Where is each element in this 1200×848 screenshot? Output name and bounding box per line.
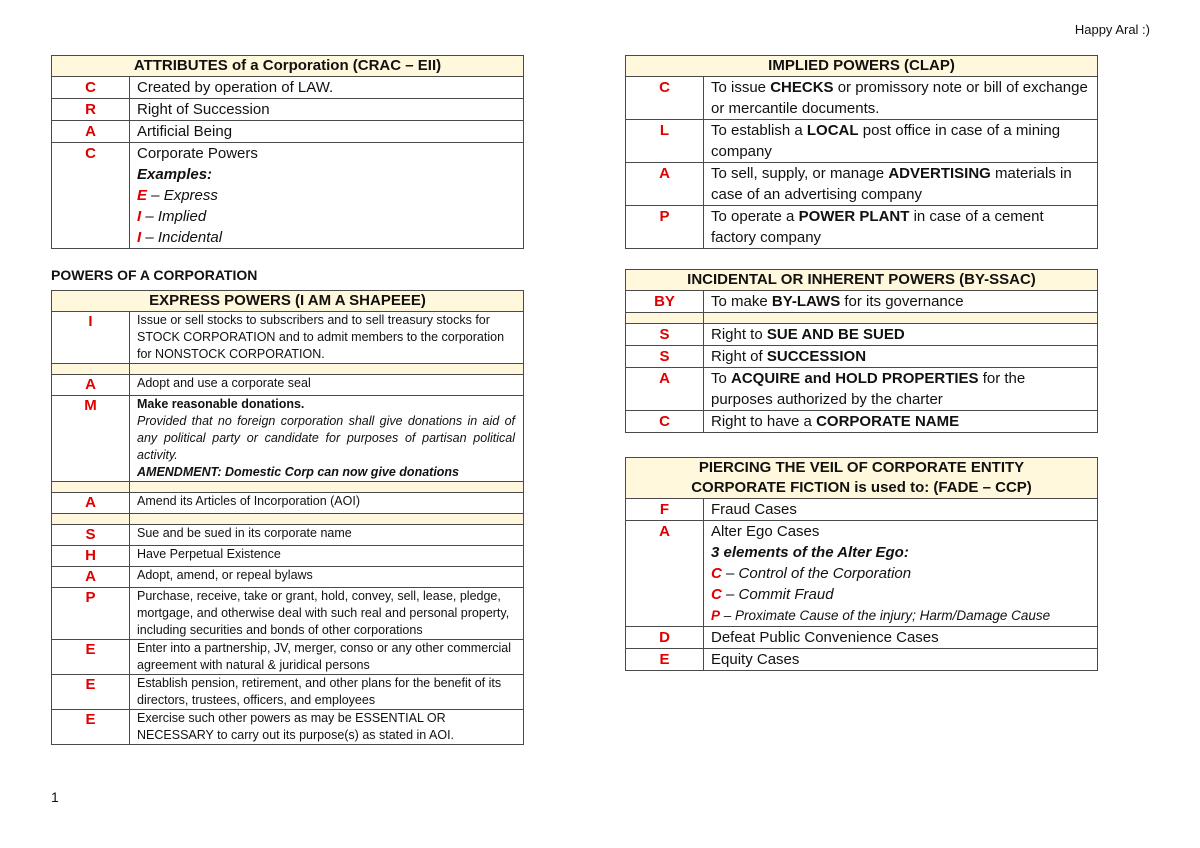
row-letter: E <box>52 640 130 675</box>
table-row <box>52 675 524 710</box>
row-text: Equity Cases <box>704 649 1098 671</box>
row-text: Exercise such other powers as may be ESSENTIAL OR NECESSARY to carry out its purpose(s) as stated in AOI. <box>130 710 524 745</box>
row-letter: A <box>626 521 704 627</box>
row-letter: C <box>52 77 130 99</box>
implied-powers-table <box>625 55 1098 249</box>
table-row <box>52 77 524 99</box>
row-text: Defeat Public Convenience Cases <box>704 627 1098 649</box>
spacer-row <box>52 482 524 493</box>
row-text: To ACQUIRE and HOLD PROPERTIES for the purposes authorized by the charter <box>704 368 1098 411</box>
row-text: To operate a POWER PLANT in case of a cement factory company <box>704 206 1098 249</box>
row-letter: D <box>626 627 704 649</box>
row-text: Corporate Powers <box>137 145 258 162</box>
table-row <box>626 499 1098 521</box>
alter-ego-label: 3 elements of the Alter Ego: <box>711 544 909 561</box>
express-powers-table <box>51 290 524 745</box>
piercing-title-line2: CORPORATE FICTION is used to: (FADE – CCP) <box>691 479 1032 496</box>
alter-ego-item: C – Commit Fraud <box>711 586 834 603</box>
table-row <box>52 375 524 396</box>
table-row <box>52 546 524 567</box>
example-item: I – Incidental <box>137 229 223 246</box>
incidental-title: INCIDENTAL OR INHERENT POWERS (BY-SSAC) <box>626 270 1098 291</box>
row-letter: A <box>626 163 704 206</box>
row-text: Purchase, receive, take or grant, hold, convey, sell, lease, pledge, mortgage, and otherwise deal with such real and personal property, including securities and bonds of other corporations <box>130 588 524 640</box>
row-letter: C <box>52 143 130 249</box>
row-text: Adopt, amend, or repeal bylaws <box>130 567 524 588</box>
table-row <box>626 324 1098 346</box>
table-row <box>626 627 1098 649</box>
alter-ego-item: P – Proximate Cause of the injury; Harm/Damage Cause <box>711 608 1051 623</box>
row-letter: S <box>626 324 704 346</box>
table-row <box>52 396 524 482</box>
row-letter: I <box>52 312 130 364</box>
row-letter: A <box>52 567 130 588</box>
table-row <box>626 346 1098 368</box>
row-text: Issue or sell stocks to subscribers and to sell treasury stocks for STOCK CORPORATION and to admit members to the corporation for NONSTOCK CORPORATION. <box>130 312 524 364</box>
row-text: Created by operation of LAW. <box>130 77 524 99</box>
table-row <box>52 493 524 514</box>
row-letter: BY <box>626 291 704 313</box>
row-letter: A <box>52 121 130 143</box>
row-letter: L <box>626 120 704 163</box>
attributes-table <box>51 55 524 249</box>
row-text: To make BY-LAWS for its governance <box>704 291 1098 313</box>
row-letter: F <box>626 499 704 521</box>
row-text: To issue CHECKS or promissory note or bill of exchange or mercantile documents. <box>704 77 1098 120</box>
table-row <box>626 77 1098 120</box>
table-row <box>626 206 1098 249</box>
row-text: Enter into a partnership, JV, merger, conso or any other commercial agreement with natural & juridical persons <box>130 640 524 675</box>
row-text: Right of Succession <box>130 99 524 121</box>
row-letter: S <box>52 525 130 546</box>
table-row <box>626 368 1098 411</box>
express-title: EXPRESS POWERS (I AM A SHAPEEE) <box>52 291 524 312</box>
row-text: Right of SUCCESSION <box>704 346 1098 368</box>
spacer-row <box>52 514 524 525</box>
row-text: Artificial Being <box>130 121 524 143</box>
page-number: 1 <box>51 789 59 805</box>
powers-heading: POWERS OF A CORPORATION <box>51 267 258 283</box>
row-letter: P <box>52 588 130 640</box>
piercing-title-line1: PIERCING THE VEIL OF CORPORATE ENTITY <box>698 459 1025 476</box>
table-row <box>52 143 524 249</box>
row-letter: C <box>626 77 704 120</box>
table-row <box>52 99 524 121</box>
piercing-veil-table <box>625 457 1098 671</box>
spacer-row <box>52 364 524 375</box>
incidental-powers-table <box>625 269 1098 433</box>
donation-amendment: AMENDMENT: Domestic Corp can now give donations <box>137 465 460 479</box>
row-text: Sue and be sued in its corporate name <box>130 525 524 546</box>
alter-ego-item: C – Control of the Corporation <box>711 565 912 582</box>
row-text: To establish a LOCAL post office in case of a mining company <box>704 120 1098 163</box>
row-letter: C <box>626 411 704 433</box>
row-text: Establish pension, retirement, and other plans for the benefit of its directors, trustees, officers, and employees <box>130 675 524 710</box>
header-note: Happy Aral :) <box>1074 22 1150 37</box>
row-letter: E <box>52 710 130 745</box>
table-row <box>626 411 1098 433</box>
example-item: E – Express <box>137 187 218 204</box>
row-letter: S <box>626 346 704 368</box>
row-letter: E <box>626 649 704 671</box>
table-row <box>626 521 1098 627</box>
row-letter: A <box>626 368 704 411</box>
row-letter: M <box>52 396 130 482</box>
table-row <box>626 163 1098 206</box>
row-letter: R <box>52 99 130 121</box>
donation-proviso: Provided that no foreign corporation shall give donations in aid of any political party or candidate for purposes of partisan political activity. <box>137 414 515 462</box>
implied-title: IMPLIED POWERS (CLAP) <box>626 56 1098 77</box>
table-row <box>52 567 524 588</box>
table-row <box>52 121 524 143</box>
row-text: Fraud Cases <box>704 499 1098 521</box>
row-text: To sell, supply, or manage ADVERTISING materials in case of an advertising company <box>704 163 1098 206</box>
table-row <box>52 525 524 546</box>
example-item: I – Implied <box>137 208 207 225</box>
row-text: Amend its Articles of Incorporation (AOI) <box>130 493 524 514</box>
table-row <box>52 588 524 640</box>
examples-label: Examples: <box>137 166 213 183</box>
donation-heading: Make reasonable donations. <box>137 397 305 411</box>
row-letter: H <box>52 546 130 567</box>
row-text: Right to have a CORPORATE NAME <box>704 411 1098 433</box>
table-row <box>626 120 1098 163</box>
table-row <box>626 649 1098 671</box>
table-row <box>626 291 1098 313</box>
row-letter: P <box>626 206 704 249</box>
row-letter: A <box>52 493 130 514</box>
table-row <box>52 312 524 364</box>
spacer-row <box>626 313 1098 324</box>
row-text: Alter Ego Cases <box>711 523 820 540</box>
row-text: Have Perpetual Existence <box>130 546 524 567</box>
row-text: Right to SUE AND BE SUED <box>704 324 1098 346</box>
row-letter: E <box>52 675 130 710</box>
table-row <box>52 640 524 675</box>
attributes-title: ATTRIBUTES of a Corporation (CRAC – EII) <box>52 56 524 77</box>
table-row <box>52 710 524 745</box>
row-letter: A <box>52 375 130 396</box>
row-text: Adopt and use a corporate seal <box>130 375 524 396</box>
